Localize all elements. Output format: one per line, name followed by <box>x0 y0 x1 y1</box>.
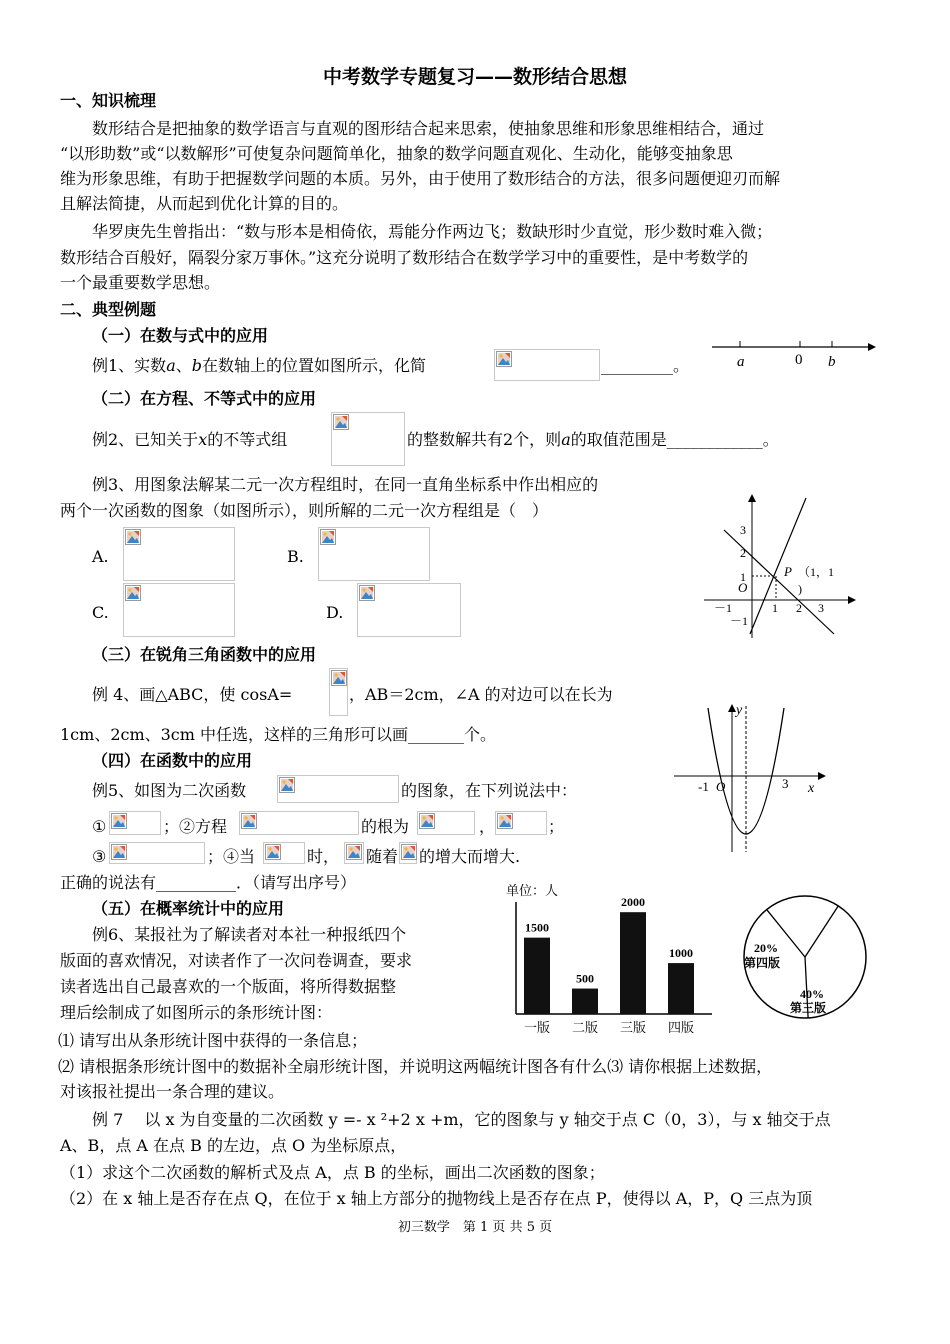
pie-chart <box>732 894 882 1024</box>
image-icon <box>111 844 127 860</box>
page-title: 中考数学专题复习——数形结合思想 <box>322 66 627 88</box>
x-tick-minus-1: －1 <box>714 601 733 615</box>
example-3-line: 两个一次函数的图象（如图所示），则所解的二元一次方程组是（ ） <box>60 501 549 520</box>
origin-label: O <box>716 779 726 794</box>
statement-4-label: ；④当 <box>207 847 256 866</box>
question-3: 对该报社提出一条合理的建议。 <box>60 1082 285 1101</box>
formula-image <box>494 349 600 381</box>
roots-label: 的根为 <box>361 817 410 836</box>
number-line-arrow <box>868 343 876 351</box>
bar-chart <box>492 878 718 1038</box>
bar-category-label: 一版 <box>523 1020 551 1035</box>
example-4-line2: 1cm、2cm、3cm 中任选，这样的三角形可以画_______个。 <box>60 725 497 744</box>
image-icon <box>125 529 141 545</box>
point-p-coord: （1，1 <box>798 565 835 579</box>
example-6-line: 例6、某报社为了解读者对本社一种报纸四个 <box>92 925 407 944</box>
formula-image <box>329 668 348 716</box>
image-icon <box>401 844 417 860</box>
x-axis-arrow <box>848 596 856 604</box>
option-b-image <box>318 527 430 581</box>
y-axis-arrow <box>728 704 736 712</box>
example-3-line: 例3、用图象法解某二元一次方程组时，在同一直角坐标系中作出相应的 <box>92 475 599 494</box>
slice-3-percent: 40% <box>800 987 824 1001</box>
y-tick-2: 2 <box>740 546 746 560</box>
image-icon <box>359 585 375 601</box>
statement-3-label: ③ <box>92 847 107 866</box>
point-p-paren: ) <box>798 582 802 596</box>
bar-category-label: 三版 <box>619 1020 647 1035</box>
increase-text: 的增大而增大. <box>419 847 521 866</box>
subsection-heading: （三）在锐角三角函数中的应用 <box>92 645 317 664</box>
example-7-line: （2）在 x 轴上是否存在点 Q，在位于 x 轴上方部分的抛物线上是否存在点 P，使得以 A，P，Q 三点为顶 <box>60 1189 813 1208</box>
statement-2-label: ；②方程 <box>163 817 228 836</box>
y-tick-3: 3 <box>740 523 746 537</box>
slice-4-percent: 20% <box>754 941 778 955</box>
example-5-start: 例5、如图为二次函数 <box>92 781 247 800</box>
bar-value-label: 2000 <box>621 895 645 910</box>
var-y-image <box>344 842 364 864</box>
option-c-label: C. <box>92 603 109 622</box>
example-5-end: 的图象，在下列说法中： <box>401 781 578 800</box>
paragraph-line: 华罗庚先生曾指出：“数与形本是相倚依，焉能分作两边飞；数缺形时少直觉，形少数时难入微； <box>92 222 773 241</box>
tick-minus-1: -1 <box>698 779 709 794</box>
example-2-start: 例2、已知关于x的不等式组 <box>92 430 288 449</box>
tick-3: 3 <box>782 776 789 791</box>
subsection-heading: （五）在概率统计中的应用 <box>92 899 285 918</box>
option-d-label: D. <box>326 603 344 622</box>
page-footer: 初三数学 第 1 页 共 5 页 <box>397 1220 553 1235</box>
section-heading-1: 一、知识梳理 <box>60 91 157 110</box>
image-icon <box>279 777 295 793</box>
question-2: ⑵ 请根据条形统计图中的数据补全扇形统计图，并说明这两幅统计图各有什么⑶ 请你根据上述数据， <box>58 1057 773 1076</box>
comma: ， <box>479 817 496 836</box>
label-b: b <box>828 354 836 370</box>
option-d-image <box>357 583 461 637</box>
bar-value-label: 1500 <box>525 920 549 935</box>
example-7-line: （1）求这个二次函数的解析式及点 A，点 B 的坐标，画出二次函数的图象； <box>60 1163 605 1182</box>
example-4-end: ，AB＝2cm，∠A 的对边可以在长为 <box>349 685 613 704</box>
slice-3-label: 第三版 <box>790 1001 827 1015</box>
image-icon <box>111 813 127 829</box>
paragraph-line: 维为形象思维，有助于把握数学问题的本质。另外，由于使用了数形结合的方法，很多问题便迎刃而解 <box>60 169 781 188</box>
example-5-answer: 正确的说法有__________．（请写出序号） <box>60 873 357 892</box>
option-c-image <box>123 583 235 637</box>
x-tick-2: 2 <box>796 601 802 615</box>
subsection-heading: （四）在函数中的应用 <box>92 751 253 770</box>
x-axis-label: x <box>808 781 815 796</box>
image-icon <box>265 844 281 860</box>
bar-value-label: 1000 <box>669 946 693 961</box>
image-icon <box>346 844 362 860</box>
bar-1 <box>524 938 550 1014</box>
root-2-image <box>495 811 547 835</box>
label-a: a <box>737 354 745 370</box>
image-icon <box>419 813 435 829</box>
answer-blank: _________。 <box>601 356 690 375</box>
y-axis-arrow <box>748 494 756 502</box>
bar-value-label: 500 <box>576 971 594 986</box>
y-tick-1: 1 <box>740 570 746 584</box>
number-line-figure <box>708 335 878 375</box>
semicolon: ； <box>548 817 565 836</box>
statement-1-image <box>109 811 161 835</box>
point-p-label: P <box>784 564 792 579</box>
image-icon <box>125 585 141 601</box>
example-6-line: 版面的喜欢情况，对读者作了一次问卷调查，要求 <box>60 951 413 970</box>
follows-text: 随着 <box>366 847 399 866</box>
root-1-image <box>417 811 475 835</box>
image-icon <box>320 529 336 545</box>
x-tick-3: 3 <box>818 601 824 615</box>
image-icon <box>496 351 512 367</box>
formula-image <box>331 412 405 466</box>
bar-4 <box>668 963 694 1014</box>
when-text: 时， <box>307 847 340 866</box>
x-axis-arrow <box>818 772 826 780</box>
condition-image <box>263 842 305 864</box>
image-icon <box>497 813 513 829</box>
image-icon <box>333 414 349 430</box>
paragraph-line: 数形结合是把抽象的数学语言与直观的图形结合起来思索，使抽象思维和形象思维相结合，通过 <box>92 119 765 138</box>
slice-4-label: 第四版 <box>744 956 781 970</box>
statement-1-label: ① <box>92 817 107 836</box>
bar-2 <box>572 989 598 1014</box>
paragraph-line: 数形结合百般好，隔裂分家万事休。”这充分说明了数形结合在数学学习中的重要性，是中考数学的 <box>60 248 749 267</box>
option-a-label: A. <box>92 547 109 566</box>
bar-chart-unit-label: 单位：人 <box>506 883 559 898</box>
section-heading-2: 二、典型例题 <box>60 300 157 319</box>
subsection-heading: （一）在数与式中的应用 <box>92 326 269 345</box>
example-1: 例1、实数a、b在数轴上的位置如图所示，化简 <box>92 356 427 375</box>
y-tick-minus-1: －1 <box>730 614 749 628</box>
example-7-line: A、B，点 A 在点 B 的左边，点 O 为坐标原点， <box>60 1136 407 1155</box>
bar-3 <box>620 912 646 1014</box>
var-x-image <box>399 842 417 864</box>
example-2-end: 的整数解共有2个，则a的取值范围是____________。 <box>407 430 779 449</box>
example-6-line: 读者选出自己最喜欢的一个版面，将所得数据整 <box>60 977 397 996</box>
example-4-start: 例 4、画△ABC，使 cosA= <box>92 685 293 704</box>
option-a-image <box>123 527 235 581</box>
option-b-label: B. <box>287 547 304 566</box>
x-tick-1: 1 <box>772 601 778 615</box>
paragraph-line: 一个最重要数学思想。 <box>60 273 221 292</box>
question-1: ⑴ 请写出从条形统计图中获得的一条信息； <box>58 1031 368 1050</box>
paragraph-line: 且解法简捷，从而起到优化计算的目的。 <box>60 194 349 213</box>
origin-label: O <box>738 580 748 595</box>
bar-category-label: 四版 <box>667 1020 695 1035</box>
linear-functions-graph <box>700 490 860 640</box>
example-7-line: 例 7 以 x 为自变量的二次函数 y =- x ²+2 x +m，它的图象与 y 轴交于点 C（0，3），与 x 轴交于点 <box>92 1110 831 1129</box>
label-zero: 0 <box>795 352 803 368</box>
y-axis-label: y <box>736 703 743 718</box>
equation-image <box>239 811 359 835</box>
subsection-heading: （二）在方程、不等式中的应用 <box>92 389 317 408</box>
parabola-graph <box>670 700 830 856</box>
image-icon <box>331 670 347 686</box>
bar-category-label: 二版 <box>571 1020 599 1035</box>
formula-image <box>277 775 399 803</box>
image-icon <box>241 813 257 829</box>
paragraph-line: “以形助数”或“以数解形”可使复杂问题简单化，抽象的数学问题直观化、生动化，能够变抽象思 <box>60 144 733 163</box>
example-6-line: 理后绘制成了如图所示的条形统计图： <box>60 1003 333 1022</box>
statement-3-image <box>109 842 205 864</box>
